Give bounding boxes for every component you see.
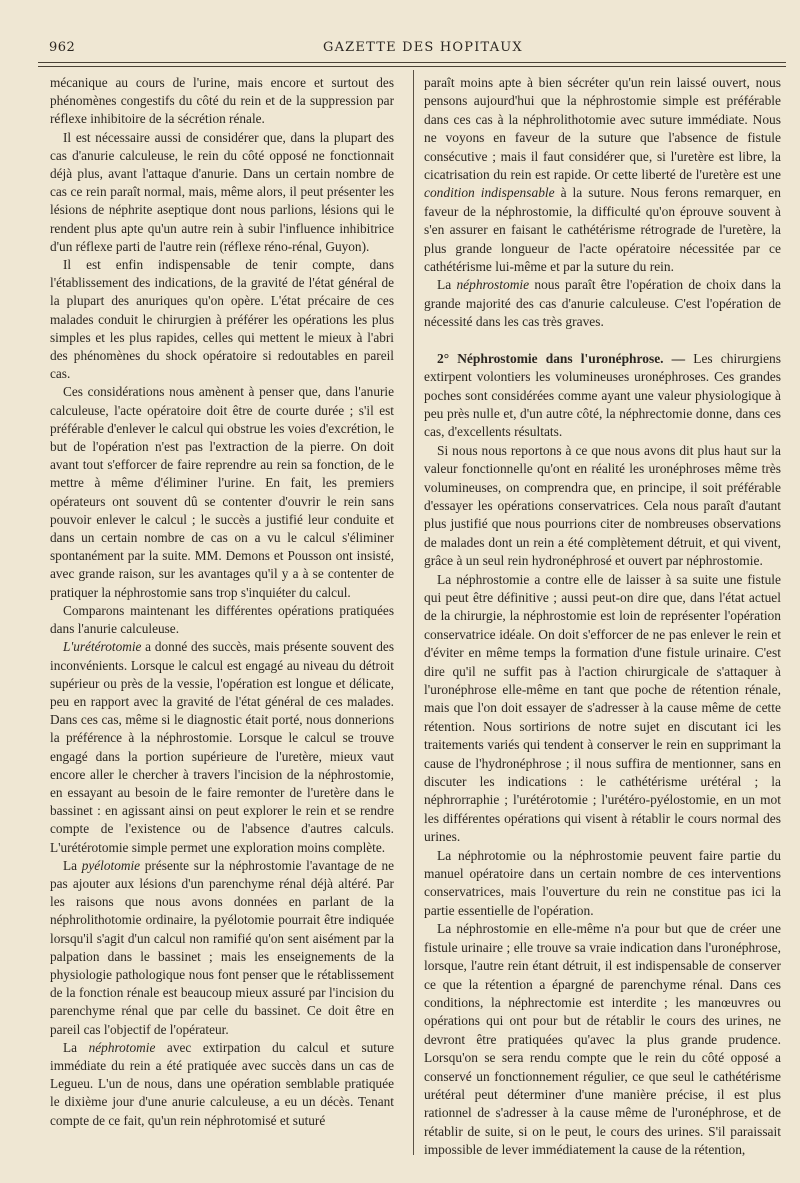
- right-column: [424, 74, 781, 1160]
- page-header: [0, 0, 800, 64]
- paragraph-text: a donné des succès, mais présente souvent des inconvénients. Lorsque le calcul est engagé au niveau du détroit supérieur ou près de la vessie, l'opération est longue et délicate, peu en rapport avec la gravité de l'état général de ces malades. Dans ces cas, même si le diagnostic était porté, nous donnerions la préférence à la néphrostomie. Lorsque le calcul se trouve engagé dans la portion supérieure de l'uretère, mieux vaut encore aller le chercher à travers l'incision de la néphrostomie, en essayant au besoin de le faire remonter de l'uretère dans le bassinet : en agissant ainsi on peut explorer le rein et se rendre compte de l'existence ou de l'absence d'autres calculs. L'urétérotomie simple permet une exploration moins complète.: [50, 639, 394, 855]
- paragraph-lead: La: [437, 277, 457, 293]
- term-italic: néphrostomie: [456, 277, 530, 293]
- paragraph: La néphrostomie en elle-même n'a pour but que de créer une fistule urinaire ; elle trouve sa vraie indication dans l'uronéphrose, lorsque, l'autre rein étant détruit, il est indispensable de conserver ce que la rétention a épargné de parenchyme rénal. Dans ces conditions, la néphrectomie est interdite ; les manœuvres ou opérations qui ont pour but de rétablir le cours des urines, ne devront être pratiquées qu'avec la plus grande prudence. Lorsqu'on se sera rendu compte que le rein du côté opposé a conservé un fonctionnement régulier, ce que seul le cathétérisme urétéral peut déterminer d'une manière précise, il est plus rationnel de s'adresser à la cause même de l'uronéphrose, et de rétablir de suite, si on le peut, le cours des urines. S'il paraissait impossible de lever immédiatement la cause de la rétention,: [424, 921, 781, 1158]
- paragraph: [50, 638, 394, 856]
- header-rule-top: [38, 62, 786, 63]
- section-heading: 2° Néphrostomie dans l'uronéphrose. —: [437, 350, 686, 366]
- term-italic: L'urétérotomie: [63, 639, 142, 655]
- paragraph-text: à la suture. Nous ferons remarquer, en faveur de la néphrostomie, la difficulté qu'on éprouve souvent à s'en assurer en faisant le cathétérisme rétrograde de l'uretère, la plus grande longueur de l'acte opératoire nécessitée par ce cathétérisme lui-même et par la suture du rein.: [424, 185, 781, 275]
- left-column: [50, 74, 394, 1130]
- paragraph: [50, 1039, 394, 1130]
- journal-title: GAZETTE DES HOPITAUX: [323, 40, 523, 55]
- paragraph-text: présente sur la néphrostomie l'avantage de ne pas ajouter aux lésions d'un parenchyme rénal déjà altéré. Par les raisons que nous avons données en parlant de la néphrolithotomie ordinaire, la pyélotomie pourrait être indiquée lorsqu'il s'agit d'un calcul non ramifié qu'on sent aisément par la palpation dans le bassinet ; mais les enseignements de la physiologie pathologique nous font penser que le rétablissement de la fonction rénale est beaucoup mieux assuré par l'incision du parenchyme rénal que par celle du bassinet. Ce doit être en pareil cas l'objectif de l'opérateur.: [50, 857, 394, 1037]
- paragraph-lead: La: [63, 857, 82, 873]
- term-italic: néphrotomie: [88, 1039, 156, 1055]
- paragraph-text: nous paraît être l'opération de choix dans la grande majorité des cas d'anurie calculeuse. C'est l'opération de nécessité dans les cas très graves.: [424, 277, 781, 330]
- paragraph-text: Les chirurgiens extirpent volontiers les volumineuses uronéphroses. Ces grandes poches sont considérées comme ayant une valeur physiologique à peu près nulle et, d'un autre côté, la néphrectomie donne, dans ces cas, d'excellents résultats.: [424, 350, 781, 440]
- paragraph: [424, 276, 781, 331]
- paragraph: La néphrotomie ou la néphrostomie peuvent faire partie du manuel opératoire dans un certain nombre de ces interventions conservatrices, mais l'ouverture du rein ne constitue pas ici la partie essentielle de l'opération.: [424, 847, 781, 918]
- header-rule-bottom: [38, 66, 786, 67]
- paragraph: Il est nécessaire aussi de considérer que, dans la plupart des cas d'anurie calculeuse, le rein du côté opposé ne fonctionnait déjà plus, avant l'attaque d'anurie. Dans un certain nombre de cas ce rein paraît normal, mais, même alors, il peut présenter les lésions de néphrite aseptique dont nous parlions, lésions qui le rendent plus apte qu'un autre rein à subir l'influence inhibitrice d'un réflexe parti de l'autre rein (réflexe réno-rénal, Guyon).: [50, 129, 394, 254]
- paragraph: [50, 857, 394, 1039]
- column-divider: [413, 70, 414, 1155]
- paragraph: Comparons maintenant les différentes opérations pratiquées dans l'anurie calculeuse.: [50, 602, 394, 637]
- paragraph: Ces considérations nous amènent à penser que, dans l'anurie calculeuse, l'acte opératoire doit être de courte durée ; s'il est préférable d'enlever le calcul qui obstrue les voies d'excrétion, le but de l'opération n'est pas l'extraction de la pierre. On doit avant tout s'efforcer de faire reprendre au rein sa fonction, de le mettre à même d'éliminer l'urine. En fait, les premiers opérateurs ont souvent dû se contenter d'ouvrir le rein sans pouvoir enlever le calcul ; le succès a justifié leur conduite et dans un certain nombre de cas on a vu le calcul s'éliminer spontanément par la suite. MM. Demons et Pousson ont insisté, avec grande raison, sur les avantages qu'il y a à se contenter de pratiquer la néphrostomie sans trop s'inquiéter du calcul.: [50, 384, 394, 600]
- page-number: 962: [49, 40, 76, 55]
- paragraph: La néphrostomie a contre elle de laisser à sa suite une fistule qui peut être définitive ; aussi peut-on dire que, dans l'état actuel de la chirurgie, la néphrostomie est loin de représenter l'opération conservatrice idéale. On doit s'efforcer de ne pas enlever le rein et d'éviter en même temps la formation d'une fistule urinaire. C'est dire qu'il ne suffit pas à l'action chirurgicale de s'attaquer à l'uronéphrose elle-même en tant que poche de rétention rénale, mais que l'on doit essayer de s'adresser à la cause même de cette rétention. Nous sortirions de notre sujet en discutant ici les traitements variés qui tendent à conserver le rein en supprimant la cause de l'hydronéphrose ; il nous suffira de mentionner, sans en discuter les indications : le cathétérisme urétéral ; la néphrorraphie ; l'urétérotomie ; l'urétéro-pyélostomie, en un mot les différentes opérations qui visent à rétablir le cours normal des urines.: [424, 571, 781, 845]
- paragraph-text: paraît moins apte à bien sécréter qu'un rein laissé ouvert, nous pensons aujourd'hui que la néphrostomie simple est préférable dans ces cas à la néphrolithotomie avec suture immédiate. Nous ne voyons en faveur de la suture que l'absence de fistule consécutive ; mais il faut considérer que, si l'uretère est libre, la cicatrisation du rein est rapide. Or cette liberté de l'uretère est une: [424, 75, 781, 183]
- paragraph-lead: La: [63, 1039, 89, 1055]
- paragraph: [424, 74, 781, 276]
- paragraph-text: avec extirpation du calcul et suture immédiate du rein a été pratiquée avec succès dans un cas de Legueu. L'un de nous, dans une opération semblable pratiquée le dixième jour d'une anurie calculeuse, a eu un décès. Tenant compte de ce fait, qu'un rein néphrotomisé et suturé: [50, 1039, 394, 1128]
- paragraph: Il est enfin indispensable de tenir compte, dans l'établissement des indications, de la gravité de l'état général de la plupart des anuriques qu'on opère. L'état précaire de ces malades conduit le chirurgien à préférer les opérations les plus simples et les plus rapides, celles qui mettent le mieux à l'abri des phénomènes du shock opératoire si redoutables en pareil cas.: [50, 257, 394, 382]
- term-italic: pyélotomie: [81, 857, 141, 873]
- paragraph: Si nous nous reportons à ce que nous avons dit plus haut sur la valeur fonctionnelle qu'ont en réalité les uronéphroses même très volumineuses, on comprendra que, en principe, il soit préférable d'essayer les opérations conservatrices. Cela nous paraît d'autant plus justifié que nous pourrions citer de nombreuses observations de malades dont un rein a été complètement détruit, et qui vivent, grâce à un seul rein hydronéphrosé et ouvert par néphrostomie.: [424, 442, 781, 569]
- term-italic: condition indispensable: [424, 185, 555, 201]
- paragraph: mécanique au cours de l'urine, mais encore et surtout des phénomènes congestifs du côté du rein et de la suppression par réflexe inhibitoire de la sécrétion rénale.: [50, 75, 394, 127]
- section-paragraph: [424, 350, 781, 442]
